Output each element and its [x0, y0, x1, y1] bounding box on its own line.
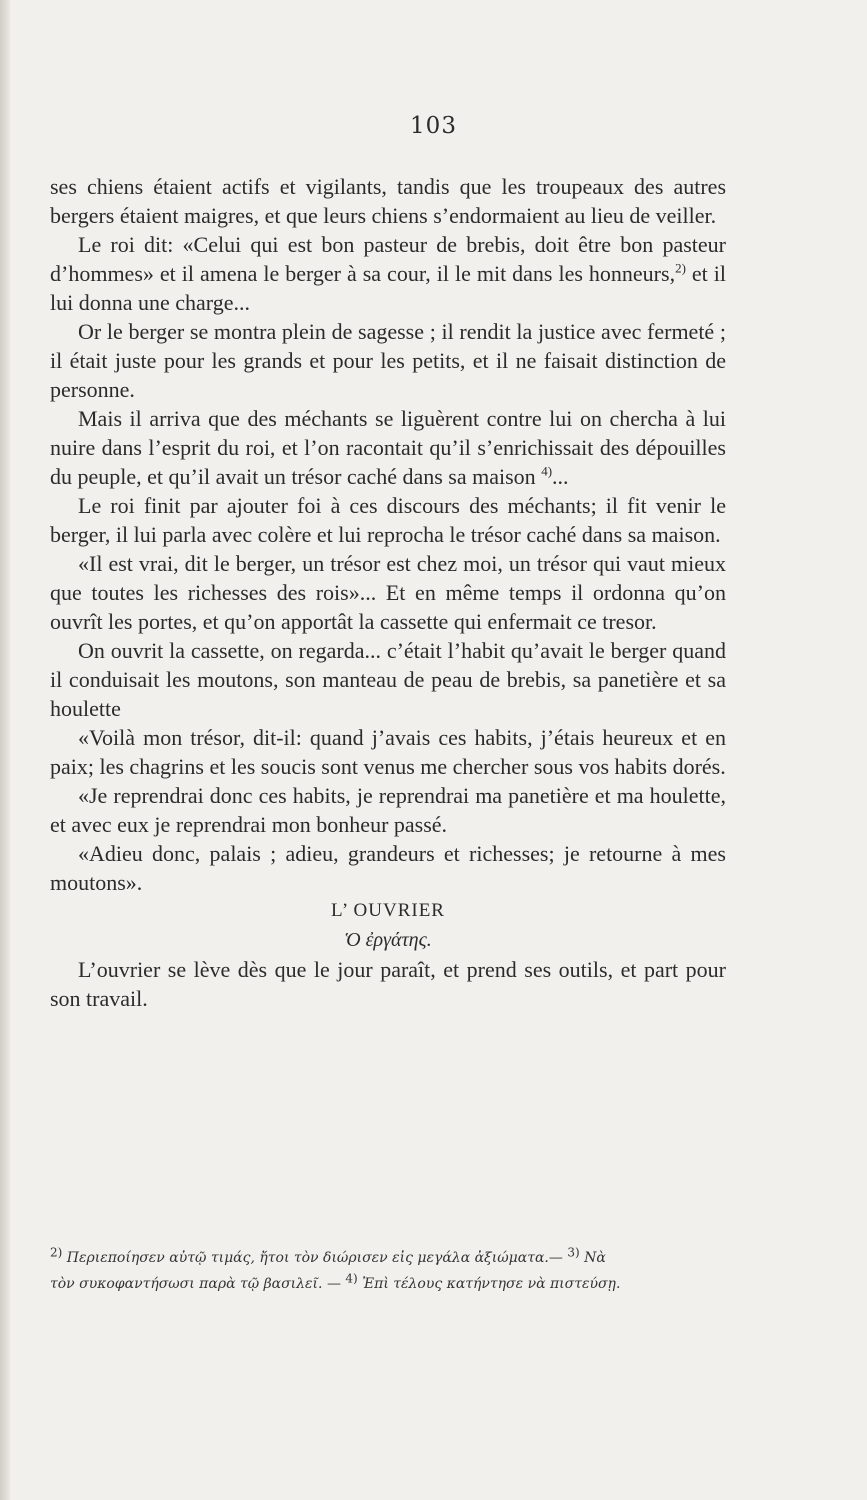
paragraph-text: ... [552, 464, 569, 489]
paragraph-text: Le roi dit: «Celui qui est bon pasteur de brebis, doit être bon pasteur d’hommes» et il amena le berger à sa cour, il le mit dans les honneurs, [50, 232, 726, 286]
footnote-text: Νὰ [584, 1250, 606, 1266]
paragraph: «Il est vrai, dit le berger, un trésor est chez moi, un trésor qui vaut mieux que toutes les richesses des rois»... Et en même temps il ordonna qu’on ouvrît les portes, et qu’on apportât la cassette qui enfermait ce tresor. [50, 551, 726, 634]
paragraph: Le roi finit par ajouter foi à ces discours des méchants; il fit venir le berger, il lui parla avec colère et lui reprocha le trésor caché dans sa maison. [50, 493, 726, 547]
paragraph: «Adieu donc, palais ; adieu, grandeurs et richesses; je retourne à mes moutons». [50, 841, 726, 895]
paragraph-text: Mais il arriva que des méchants se liguèrent contre lui on chercha à lui nuire dans l’esprit du roi, et l’on racontait qu’il s’enrichissait des dépouilles du peuple, et qu’il avait un trésor caché dans sa maison [50, 406, 726, 489]
section-greek-title: Ὁ ἐργάτης. [344, 929, 432, 951]
footnote-line [50, 1271, 730, 1297]
footnote-number: 3) [567, 1245, 580, 1260]
page-number: 103 [410, 113, 457, 139]
footnote-text: Περιεποίησεν αὐτῷ τιμάς, ἤτοι τὸν διώρισεν εἰς μεγάλα ἀξιώματα.— [66, 1250, 563, 1266]
footnote-mark: 2) [675, 260, 686, 276]
paragraph [50, 230, 726, 317]
footnote-number: 4) [345, 1271, 358, 1286]
body-text [50, 172, 726, 1013]
footnote-text: Ἐπὶ τέλους κατήντησε νὰ πιστεύσῃ. [362, 1276, 621, 1292]
paragraph: Or le berger se montra plein de sagesse ; il rendit la justice avec fermeté ; il était juste pour les grands et pour les petits, et il ne faisait distinction de personne. [50, 319, 726, 402]
paragraph: L’ouvrier se lève dès que le jour paraît, et prend ses outils, et part pour son travail. [50, 957, 726, 1011]
paragraph: On ouvrit la cassette, on regarda... c’était l’habit qu’avait le berger quand il conduisait les moutons, son manteau de peau de brebis, sa panetière et sa houlette [50, 638, 726, 721]
footnote-line [50, 1245, 730, 1271]
paragraph: ses chiens étaient actifs et vigilants, tandis que les troupeaux des autres bergers étaient maigres, et que leurs chiens s’endormaient au lieu de veiller. [50, 174, 726, 228]
page-edge [0, 0, 10, 1500]
footnote-number: 2) [50, 1245, 63, 1260]
footnotes [50, 1245, 730, 1297]
footnote-mark: 4) [541, 463, 553, 479]
paragraph-text: et il lui donna une charge... [50, 261, 727, 315]
paragraph: «Voilà mon trésor, dit-il: quand j’avais ces habits, j’étais heureux et en paix; les chagrins et les soucis sont venus me chercher sous vos habits dorés. [50, 725, 726, 779]
section-title: L’ OUVRIER [331, 900, 445, 921]
footnote-text: τὸν συκοφαντήσωσι παρὰ τῷ βασιλεῖ. — [50, 1276, 341, 1292]
paragraph [50, 404, 726, 491]
paragraph: «Je reprendrai donc ces habits, je reprendrai ma panetière et ma houlette, et avec eux je reprendrai mon bonheur passé. [50, 783, 726, 837]
